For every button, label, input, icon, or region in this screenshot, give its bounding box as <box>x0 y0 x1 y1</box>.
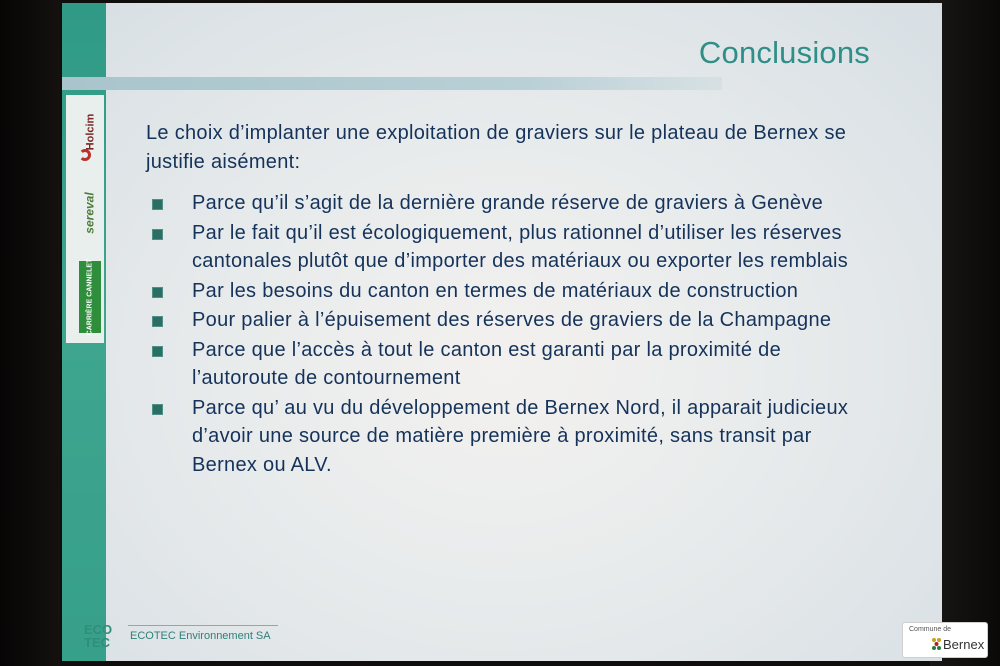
bullet-list <box>146 189 866 479</box>
bullet-text: Par les besoins du canton en termes de matériaux de construction <box>192 279 799 302</box>
cannelet-logo <box>79 258 101 336</box>
square-bullet-icon <box>152 316 163 327</box>
room-left <box>0 0 60 666</box>
square-bullet-icon <box>152 287 163 298</box>
bernex-emblem-icon <box>931 637 943 651</box>
intro-text: Le choix d’implanter une exploitation de graviers sur le plateau de Bernex se justifie aisément: <box>146 122 847 173</box>
sereval-logo <box>76 183 104 243</box>
bullet-text: Parce qu’ au vu du développement de Bernex Nord, il apparait judicieux d’avoir une source de matière première à proximité, sans transit par Bernex ou ALV. <box>192 396 849 476</box>
bullet-text: Parce que l’accès à tout le canton est garanti par la proximité de l’autoroute de contournement <box>192 338 782 389</box>
bullet-item <box>146 277 866 306</box>
cannelet-logo-text: CARRIÈRE CANNELET <box>86 258 93 336</box>
projected-slide <box>62 3 942 661</box>
commune-badge <box>902 622 988 658</box>
sereval-logo-text: sereval <box>83 192 97 234</box>
bullet-text: Pour palier à l’épuisement des réserves de graviers de la Champagne <box>192 309 832 331</box>
slide-content <box>146 119 866 480</box>
ecotec-logo-top: ECO <box>84 622 113 637</box>
square-bullet-icon <box>152 404 163 415</box>
badge-caption: Commune de <box>909 626 952 633</box>
holcim-logo-text: Holcim <box>84 113 96 151</box>
square-bullet-icon <box>152 229 163 240</box>
bullet-text: Parce qu’il s’agit de la dernière grande réserve de graviers à Genève <box>192 192 824 214</box>
bullet-item <box>146 306 866 335</box>
footer-divider <box>128 625 278 626</box>
holcim-mark-icon <box>79 149 91 161</box>
holcim-logo <box>75 101 105 163</box>
square-bullet-icon <box>152 199 163 210</box>
square-bullet-icon <box>152 346 163 357</box>
slide-title: Conclusions <box>698 35 870 70</box>
bullet-item <box>146 219 866 276</box>
badge-name: Bernex <box>943 637 985 652</box>
ecotec-logo-bottom: TEC <box>84 635 110 650</box>
bullet-item <box>146 189 866 218</box>
ecotec-logo <box>84 623 128 653</box>
title-band <box>62 77 722 90</box>
bullet-text: Par le fait qu’il est écologiquement, plus rationnel d’utiliser les réserves cantonales plutôt que d’importer des matériaux ou exporter les remblais <box>192 221 849 272</box>
bullet-item <box>146 394 866 480</box>
footer-company: ECOTEC Environnement SA <box>130 630 271 642</box>
bullet-item <box>146 336 866 393</box>
